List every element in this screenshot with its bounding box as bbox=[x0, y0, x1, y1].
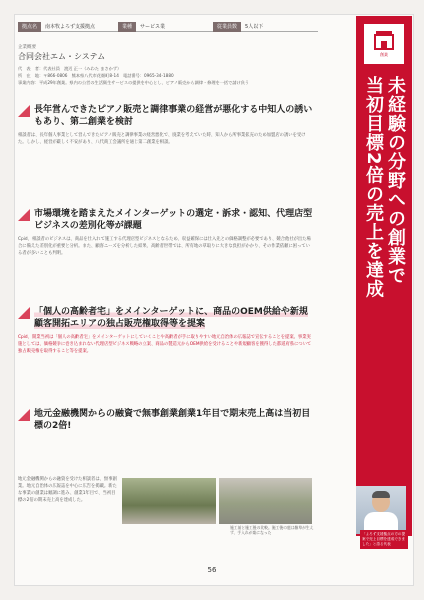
shop-logo bbox=[364, 24, 404, 64]
photo-after bbox=[219, 478, 313, 524]
section-1-title: 長年営んできたピアノ販売と調律事業の経営が悪化する中知人の誘いもあり、第二創業を検討 bbox=[34, 105, 313, 127]
info-label-base: 拠点名 bbox=[18, 22, 41, 32]
page-number: 56 bbox=[207, 566, 217, 574]
section-1-body: 相談者は、長年個人事業として営んできたピアノ販売と調律事業の経営悪化で、廃業を考えていた時、知人から所事業拡充のため加盟店の誘いを受けた。しかし、経営が厳しく不安があり、八代商工会議所を通じ第二創業を相談。 bbox=[18, 133, 306, 145]
company-row-address: 所 在 地：〒866-0806 熊本県八代市花畑町8-14 電話番号：0965-34-1880 bbox=[18, 73, 174, 78]
company-row-rep: 代 表 者：代表社員 渡辺 正一（みわた まさかず） bbox=[18, 66, 122, 71]
info-value-industry: サービス業 bbox=[136, 22, 213, 32]
section-2 bbox=[18, 208, 313, 257]
company-overview bbox=[18, 44, 313, 86]
arrow-chart-icon bbox=[18, 105, 30, 117]
company-row-business: 事業内容：平成29年創業。県内の公営の生活衛生サービスの提供を中心とし、ピアノ販売から調律・修理を一括で請け負う bbox=[18, 80, 250, 85]
info-value-employees: 5人以下 bbox=[241, 22, 318, 32]
person-caption: 「よろず支援拠点の方の提案で売上目標を達成できました」と語る代表 bbox=[360, 530, 408, 549]
company-tag: 企業概要 bbox=[18, 45, 36, 50]
representative-photo bbox=[356, 486, 406, 534]
info-label-employees: 従業員数 bbox=[213, 22, 241, 32]
title-col-2: 当初目標2倍の売上を達成 bbox=[363, 76, 384, 299]
photo-before bbox=[122, 478, 216, 524]
vertical-title bbox=[356, 76, 412, 376]
section-3-body: Cpid、開業当初は「個人の高齢者宅」をメインターゲットにしていくことや高齢者が手に取りやすい地元自治体の広報誌で宣伝することを提案。事業実施としては、価格競争に巻き込まれない代理店型ビジネス戦略の立案、商品の製造元からOEM供給を受けることや新規顧客を獲得した都道府県について独占販売権を取得すること等を提案。 bbox=[18, 335, 312, 354]
photo-caption: 施工前と施工後の比較。施工後の庭は雑草が生えず、手入れが楽になった bbox=[230, 525, 314, 535]
section-4 bbox=[18, 408, 313, 432]
section-4-body: 地元金融機関からの融資を受けた相談者は、無事創業。地元自治体の広報誌を中心に広告を掲載。新たな事業の創業は順調に進み、創業1年目で、当初目標の2倍の期末売上高を達成した。 bbox=[18, 477, 117, 503]
section-2-title: 市場環境を踏まえたメインターゲットの選定・訴求・認知、代理店型ビジネスの差別化等が課題 bbox=[34, 209, 313, 231]
photo-pair bbox=[122, 478, 312, 524]
title-col-1: 未経験の分野への創業で bbox=[385, 76, 406, 285]
side-banner bbox=[356, 16, 412, 536]
section-4-title: 地元金融機関からの融資で無事創業創業1年目で期末売上高は当初目標の2倍! bbox=[34, 409, 311, 431]
logo-text: 創業 bbox=[380, 52, 388, 57]
arrow-chart-icon bbox=[18, 209, 30, 221]
section-3-title: 「個人の高齢者宅」をメインターゲットに、商品のOEM供給や新規顧客開拓エリアの独占販売権取得等を提案 bbox=[34, 307, 308, 329]
shop-icon bbox=[373, 30, 395, 50]
section-1 bbox=[18, 104, 313, 146]
company-name: 合同会社エム・システム bbox=[18, 52, 106, 61]
arrow-chart-icon bbox=[18, 307, 30, 319]
arrow-chart-icon bbox=[18, 409, 30, 421]
company-rows bbox=[18, 65, 313, 86]
info-bar bbox=[18, 20, 318, 33]
info-label-industry: 業種 bbox=[118, 22, 136, 32]
info-value-base: 南本牧よろず支援拠点 bbox=[41, 22, 118, 32]
section-3 bbox=[18, 306, 313, 355]
section-2-body: Cpid、相談者のビジネスは、商品を仕入れて施工する代理店型ビジネスとなるため、収益確保には仕入先との価格調整が必要であり、競合他社が出た場合に備えた差別化が重要と分析。また、顧客ニーズを分析した結果、高齢者世帯では、所有地の草取りに大きな負担がかかり、その作業依頼に困っている者が多いことも判明。 bbox=[18, 237, 311, 256]
